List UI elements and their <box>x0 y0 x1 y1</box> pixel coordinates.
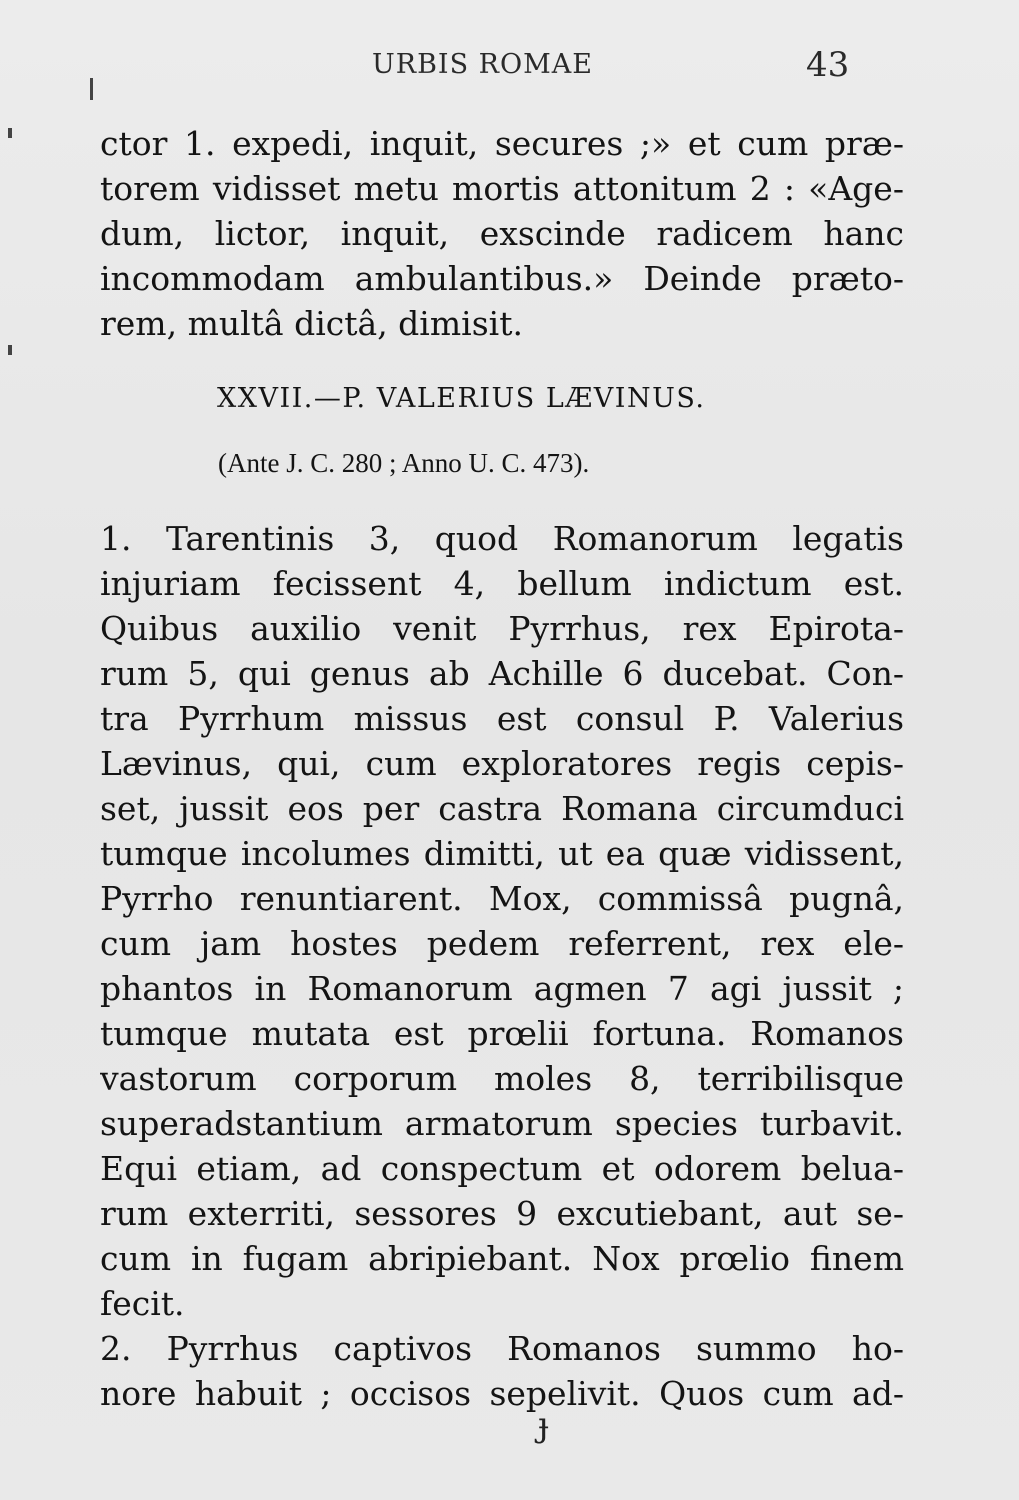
text-line: superadstantium armatorum species turbavit. <box>100 1104 904 1143</box>
text-line: tumque mutata est prœlii fortuna. Romanos <box>100 1014 904 1053</box>
text-line: Quibus auxilio venit Pyrrhus, rex Epirota- <box>100 609 904 648</box>
running-head-title: URBIS ROMAE <box>372 49 593 80</box>
text-line: phantos in Romanorum agmen 7 agi jussit ; <box>100 969 904 1008</box>
text-line: injuriam fecissent 4, bellum indictum est. <box>100 564 904 603</box>
text-line: tra Pyrrhum missus est consul P. Valerius <box>100 699 904 738</box>
text-line: ctor 1. expedi, inquit, secures ;» et cum præ- <box>100 124 904 163</box>
running-head <box>0 45 1019 95</box>
text-line: cum in fugam abripiebant. Nox prœlio finem <box>100 1239 904 1278</box>
section-heading: XXVII.—P. VALERIUS LÆVINUS. <box>217 383 706 414</box>
text-line: 1. Tarentinis 3, quod Romanorum legatis <box>100 519 904 558</box>
text-line: rum exterriti, sessores 9 excutiebant, aut se- <box>100 1194 904 1233</box>
text-line: fecit. <box>100 1284 185 1323</box>
main-paragraphs <box>100 516 904 1416</box>
text-line: set, jussit eos per castra Romana circumduci <box>100 789 904 828</box>
page-number: 43 <box>806 45 850 85</box>
text-line: Equi etiam, ad conspectum et odorem belua- <box>100 1149 904 1188</box>
text-line: rem, multâ dictâ, dimisit. <box>100 304 523 343</box>
text-line: Pyrrho renuntiarent. Mox, commissâ pugnâ, <box>100 879 904 918</box>
edge-speck <box>90 78 93 100</box>
section-date: (Ante J. C. 280 ; Anno U. C. 473). <box>218 448 590 478</box>
top-paragraph <box>100 121 904 346</box>
text-line: nore habuit ; occisos sepelivit. Quos cum ad- <box>100 1374 904 1413</box>
signature-mark: ɟ <box>538 1405 549 1445</box>
text-line: Lævinus, qui, cum exploratores regis cepis- <box>100 744 904 783</box>
text-line: incommodam ambulantibus.» Deinde præto- <box>100 259 904 298</box>
text-line: tumque incolumes dimitti, ut ea quæ vidissent, <box>100 834 904 873</box>
text-line: dum, lictor, inquit, exscinde radicem hanc <box>100 214 904 253</box>
text-line: vastorum corporum moles 8, terribilisque <box>100 1059 904 1098</box>
text-line: torem vidisset metu mortis attonitum 2 : «Age- <box>100 169 904 208</box>
text-line: 2. Pyrrhus captivos Romanos summo ho- <box>100 1329 904 1368</box>
text-line: cum jam hostes pedem referrent, rex ele- <box>100 924 904 963</box>
edge-speck <box>8 128 12 138</box>
edge-speck <box>8 345 12 355</box>
text-line: rum 5, qui genus ab Achille 6 ducebat. Con- <box>100 654 904 693</box>
